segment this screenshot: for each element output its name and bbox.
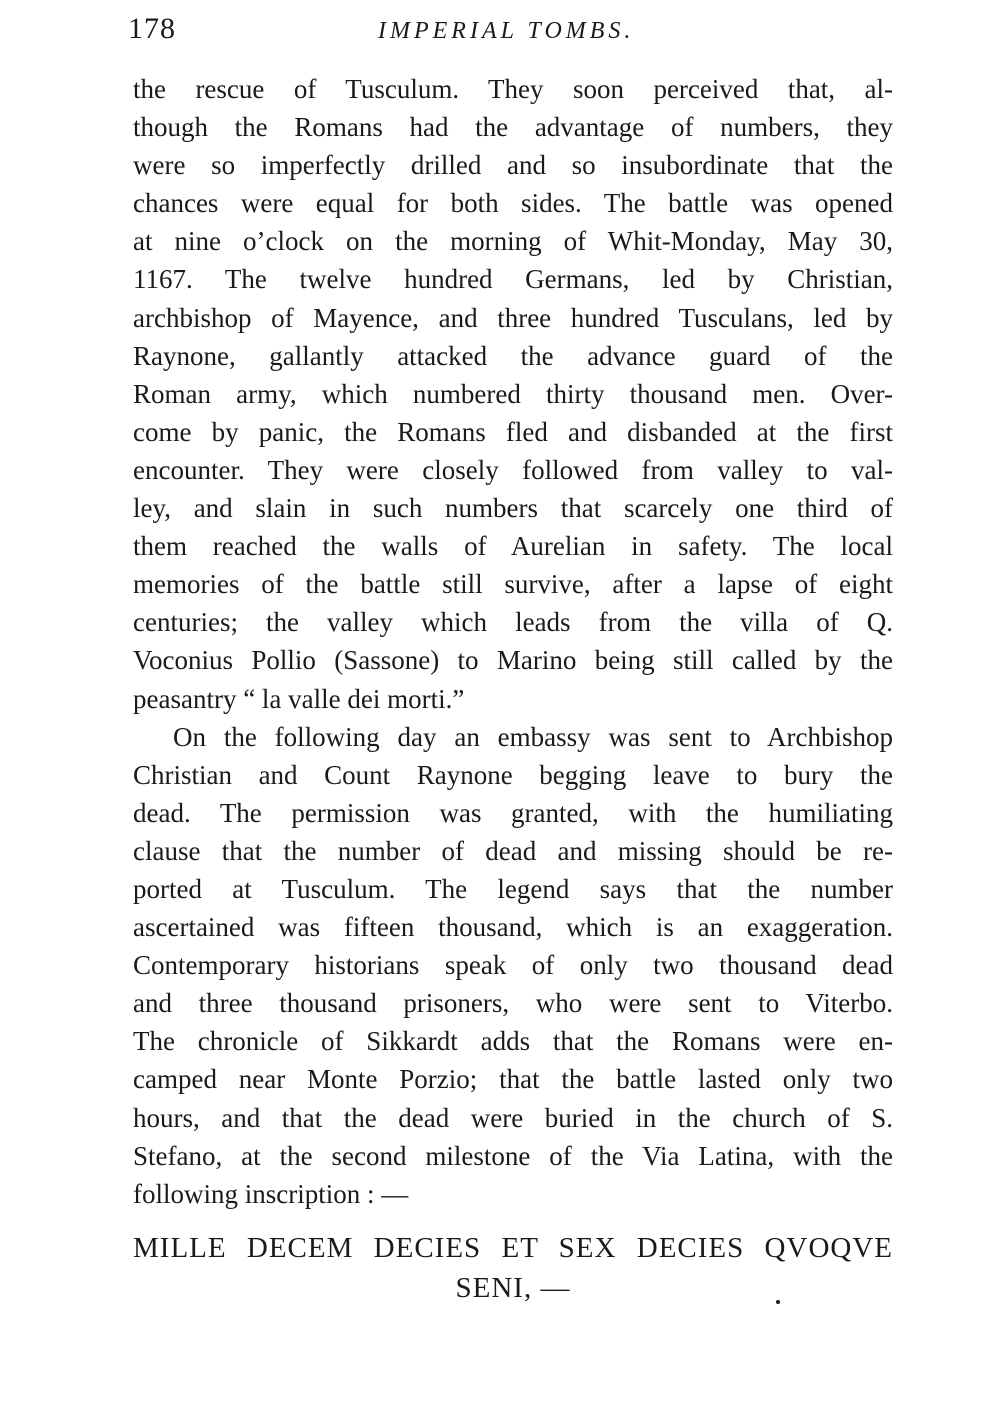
inscription-line: SENI, — — [455, 1272, 571, 1304]
text-line: and three thousand prisoners, who were sent to Viterbo. — [133, 988, 893, 1019]
text-line: Raynone, gallantly attacked the advance guard of the — [133, 340, 893, 371]
text-line: clause that the number of dead and missing should be re- — [133, 835, 893, 866]
text-line: Contemporary historians speak of only two thousand dead — [133, 950, 893, 981]
text-line: Roman army, which numbered thirty thousand men. Over- — [133, 378, 893, 409]
ink-speck — [776, 1300, 780, 1304]
text-line: at nine o’clock on the morning of Whit-Monday, May 30, — [133, 226, 893, 257]
text-line: them reached the walls of Aurelian in safety. The local — [133, 531, 893, 562]
running-title: IMPERIAL TOMBS. — [378, 18, 635, 44]
text-line: camped near Monte Porzio; that the battle lasted only two — [133, 1064, 893, 1095]
text-line: were so imperfectly drilled and so insubordinate that the — [133, 150, 893, 181]
text-line: archbishop of Mayence, and three hundred Tusculans, led by — [133, 302, 893, 333]
text-line: peasantry “ la valle dei morti.” — [133, 683, 465, 714]
inscription-line: MILLE DECEM DECIES ET SEX DECIES QVOQVE — [133, 1232, 893, 1264]
inscription — [133, 1228, 893, 1308]
text-line: ported at Tusculum. The legend says that the number — [133, 873, 893, 904]
paragraph-first-line: On the following day an embassy was sent to Archbishop — [173, 721, 893, 752]
text-line: chances were equal for both sides. The battle was opened — [133, 188, 893, 219]
text-line: encounter. They were closely followed from valley to val- — [133, 454, 893, 485]
text-line: Stefano, at the second milestone of the Via Latina, with the — [133, 1140, 893, 1171]
text-line: memories of the battle still survive, after a lapse of eight — [133, 569, 893, 600]
text-line: though the Romans had the advantage of numbers, they — [133, 112, 893, 143]
text-line: ascertained was fifteen thousand, which is an exaggeration. — [133, 912, 893, 943]
running-head — [128, 12, 898, 52]
text-line: 1167. The twelve hundred Germans, led by Christian, — [133, 264, 893, 295]
text-line: dead. The permission was granted, with the humiliating — [133, 797, 893, 828]
text-line: come by panic, the Romans fled and disbanded at the first — [133, 416, 893, 447]
text-line: following inscription : — — [133, 1178, 409, 1209]
page-number: 178 — [128, 12, 176, 45]
text-line: the rescue of Tusculum. They soon perceived that, al- — [133, 74, 893, 104]
body-text — [133, 70, 893, 1213]
text-line: Christian and Count Raynone begging leave to bury the — [133, 759, 893, 790]
text-line: ley, and slain in such numbers that scarcely one third of — [133, 493, 893, 524]
text-line: hours, and that the dead were buried in the church of S. — [133, 1102, 893, 1133]
text-line: Voconius Pollio (Sassone) to Marino being still called by the — [133, 645, 893, 676]
text-line: centuries; the valley which leads from the villa of Q. — [133, 607, 893, 638]
text-line: The chronicle of Sikkardt adds that the Romans were en- — [133, 1026, 893, 1057]
